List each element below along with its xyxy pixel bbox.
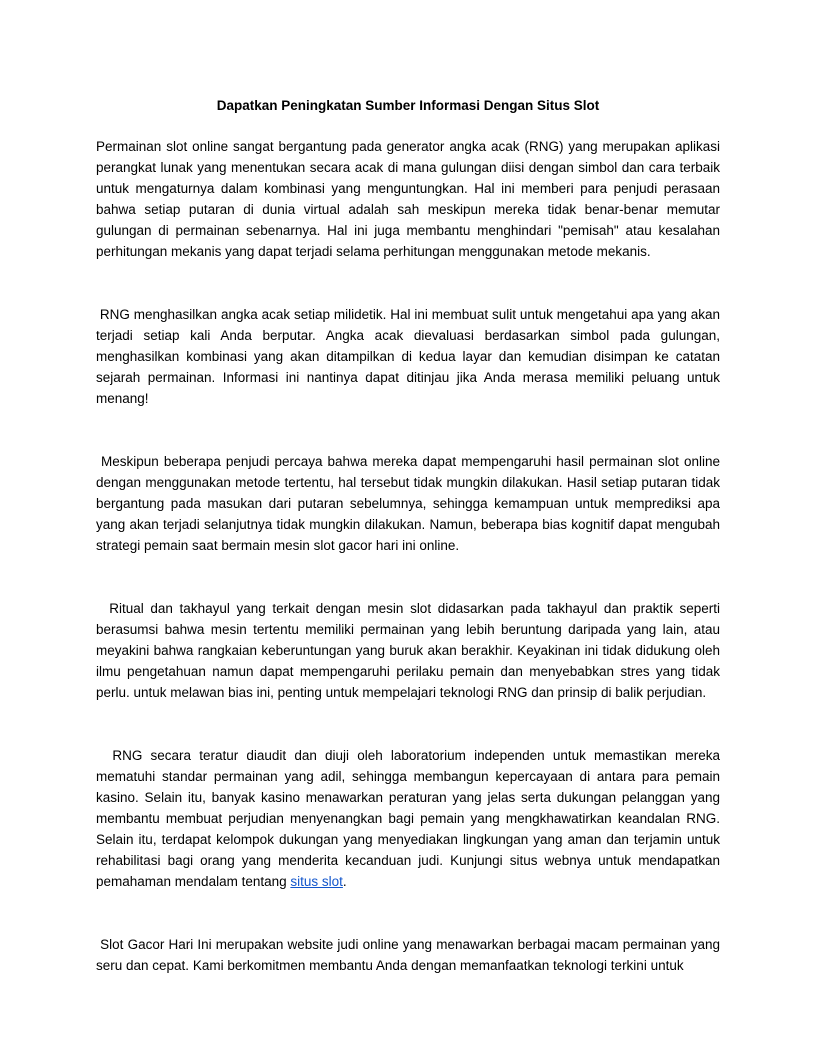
paragraph-5-end: . [342,874,347,889]
paragraph-5-text: RNG secara teratur diaudit dan diuji oleh laboratorium independen untuk memastikan mereka mematuhi standar permainan yang adil, sehingga membangun kepercayaan di antara para pemain kasino. Selain itu, banyak kasino menawarkan peraturan yang jelas serta dukungan pelanggan yang membantu membuat perjudian menyenangkan bagi pemain yang mengkhawatirkan keandalan RNG. Selain itu, terdapat kelompok dukungan yang menyediakan lingkungan yang aman dan terjamin untuk rehabilitasi bagi orang yang menderita kecanduan judi. Kunjungi situs webnya untuk mendapatkan pemahaman mendalam tentang [96,748,724,889]
paragraph-gap [96,262,720,304]
paragraph-4: Ritual dan takhayul yang terkait dengan mesin slot didasarkan pada takhayul dan praktik seperti berasumsi bahwa mesin tertentu memiliki permainan yang lebih beruntung daripada yang lain, atau meyakini bahwa rangkaian keberuntungan yang buruk akan berakhir. Keyakinan ini tidak didukung oleh ilmu pengetahuan namun dapat mempengaruhi perilaku pemain dan menyebabkan stres yang tidak perlu. untuk melawan bias ini, penting untuk mempelajari teknologi RNG dan prinsip di balik perjudian. [96,601,724,700]
situs-slot-link[interactable]: situs slot [290,874,343,889]
document-title: Dapatkan Peningkatan Sumber Informasi Dengan Situs Slot [216,98,600,113]
paragraph-gap [96,892,720,934]
paragraph-3: Meskipun beberapa penjudi percaya bahwa mereka dapat mempengaruhi hasil permainan slot online dengan menggunakan metode tertentu, hal tersebut tidak mungkin dilakukan. Hasil setiap putaran tidak bergantung pada masukan dari putaran sebelumnya, sehingga kemampuan untuk memprediksi apa yang akan terjadi selanjutnya tidak mungkin dilakukan. Namun, beberapa bias kognitif dapat mengubah strategi pemain saat bermain mesin slot gacor hari ini online. [96,454,724,553]
paragraph-6: Slot Gacor Hari Ini merupakan website judi online yang menawarkan berbagai macam permainan yang seru dan cepat. Kami berkomitmen membantu Anda dengan memanfaatkan teknologi terkini untuk [96,937,724,973]
paragraph-gap [96,409,720,451]
paragraph-gap [96,556,720,598]
document-page [96,96,724,976]
paragraph-gap [96,703,720,745]
paragraph-2: RNG menghasilkan angka acak setiap milidetik. Hal ini membuat sulit untuk mengetahui apa yang akan terjadi setiap kali Anda berputar. Angka acak dievaluasi berdasarkan simbol pada gulungan, menghasilkan kombinasi yang akan ditampilkan di kedua layar dan kemudian disimpan ke catatan sejarah permainan. Informasi ini nantinya dapat ditinjau jika Anda merasa memiliki peluang untuk menang! [96,307,724,406]
paragraph-1: Permainan slot online sangat bergantung pada generator angka acak (RNG) yang merupakan aplikasi perangkat lunak yang menentukan secara acak di mana gulungan diisi dengan simbol dan cara terbaik untuk mengaturnya dalam kombinasi yang menguntungkan. Hal ini memberi para penjudi perasaan bahwa setiap putaran di dunia virtual adalah sah meskipun mereka tidak benar-benar memutar gulungan di permainan sebenarnya. Hal ini juga membantu menghindari "pemisah" atau kesalahan perhitungan mekanis yang dapat terjadi selama perhitungan menggunakan metode mekanis. [96,139,724,259]
paragraph-5 [96,745,724,892]
